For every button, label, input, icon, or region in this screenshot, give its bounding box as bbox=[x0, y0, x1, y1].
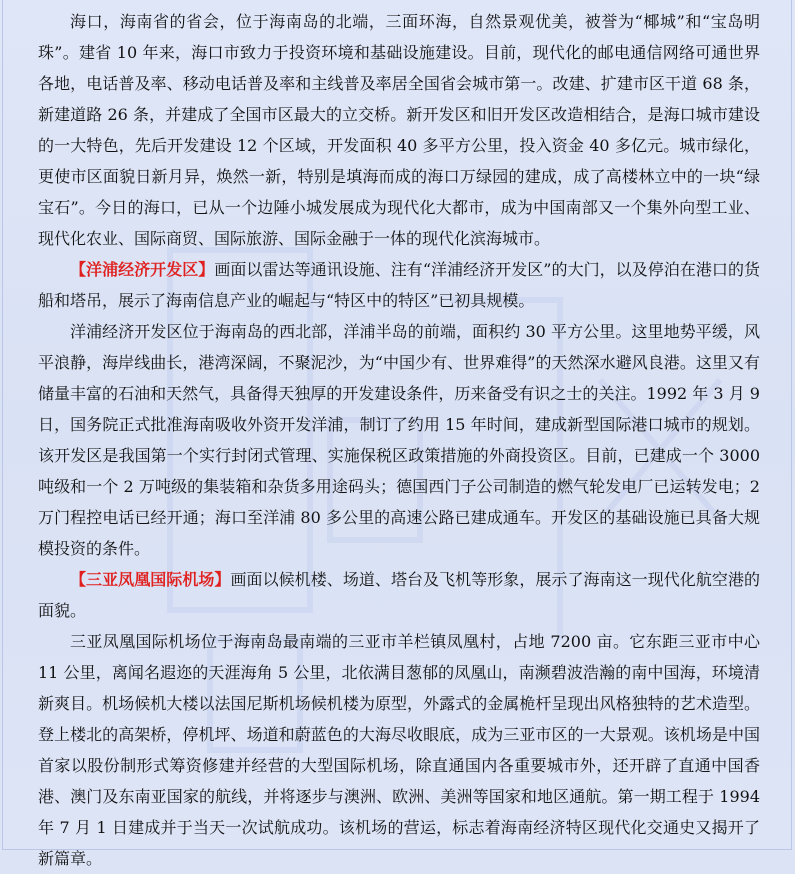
paragraph-text: 画面以雷达等通讯设施、注有“洋浦经济开发区”的大门，以及停泊在港口的货船和塔吊，展示了海南信息产业的崛起与“特区中的特区”已初具规模。 bbox=[38, 260, 760, 310]
paragraph-text: 三亚凤凰国际机场位于海南岛最南端的三亚市羊栏镇凤凰村，占地 7200 亩。它东距三亚市中心 11 公里，离闻名遐迩的天涯海角 5 公里，北依满目葱郁的凤凰山，南濒碧波浩瀚的南中国海，环境清新爽目。机场候机大楼以法国尼斯机场候机楼为原型，外露式的金属桅杆呈现出风格独特的艺术造型。登上楼北的高架桥，停机坪、场道和蔚蓝色的大海尽收眼底，成为三亚市区的一大景观。该机场是中国首家以股份制形式筹资修建并经营的大型国际机场，除直通国内各重要城市外，还开辟了直通中国香港、澳门及东南亚国家的航线，并将逐步与澳洲、欧洲、美洲等国家和地区通航。第一期工程于 1994 年 7 月 1 日建成并于当天一次试航成功。该机场的营运，标志着海南经济特区现代化交通史又揭开了新篇章。 bbox=[38, 632, 760, 868]
article-body bbox=[38, 6, 760, 874]
section-heading-yangpu: 【洋浦经济开发区】 bbox=[70, 260, 215, 279]
paragraph-text: 画面以候机楼、场道、塔台及飞机等形象，展示了海南这一现代化航空港的面貌。 bbox=[38, 570, 760, 620]
paragraph-yangpu-caption bbox=[38, 254, 760, 316]
paragraph-sanya bbox=[38, 626, 760, 874]
section-heading-sanya: 【三亚凤凰国际机场】 bbox=[70, 570, 231, 589]
paragraph-sanya-caption bbox=[38, 564, 760, 626]
paragraph-yangpu bbox=[38, 316, 760, 564]
paragraph-text: 洋浦经济开发区位于海南岛的西北部，洋浦半岛的前端，面积约 30 平方公里。这里地势平缓，风平浪静，海岸线曲长，港湾深阔，不聚泥沙，为“中国少有、世界难得”的天然深水避风良港。这里又有储量丰富的石油和天然气，具备得天独厚的开发建设条件，历来备受有识之士的关注。1992 年 3 月 9 日，国务院正式批准海南吸收外资开发洋浦，制订了约用 15 年时间，建成新型国际港口城市的规划。该开发区是我国第一个实行封闭式管理、实施保税区政策措施的外商投资区。目前，已建成一个 3000 吨级和一个 2 万吨级的集装箱和杂货多用途码头；德国西门子公司制造的燃气轮发电厂已运转发电；2 万门程控电话已经开通；海口至洋浦 80 多公里的高速公路已建成通车。开发区的基础设施已具备大规模投资的条件。 bbox=[38, 322, 760, 558]
paragraph-haikou bbox=[38, 6, 760, 254]
paragraph-text: 海口，海南省的省会，位于海南岛的北端，三面环海，自然景观优美，被誉为“椰城”和“宝岛明珠”。建省 10 年来，海口市致力于投资环境和基础设施建设。目前，现代化的邮电通信网络可通世界各地，电话普及率、移动电话普及率和主线普及率居全国省会城市第一。改建、扩建市区干道 68 条，新建道路 26 条，并建成了全国市区最大的立交桥。新开发区和旧开发区改造相结合，是海口城市建设的一大特色，先后开发建设 12 个区域，开发面积 40 多平方公里，投入资金 40 多亿元。城市绿化，更使市区面貌日新月异，焕然一新，特别是填海而成的海口万绿园的建成，成了高楼林立中的一块“绿宝石”。今日的海口，已从一个边陲小城发展成为现代化大都市，成为中国南部又一个集外向型工业、现代化农业、国际商贸、国际旅游、国际金融于一体的现代化滨海城市。 bbox=[38, 12, 760, 248]
